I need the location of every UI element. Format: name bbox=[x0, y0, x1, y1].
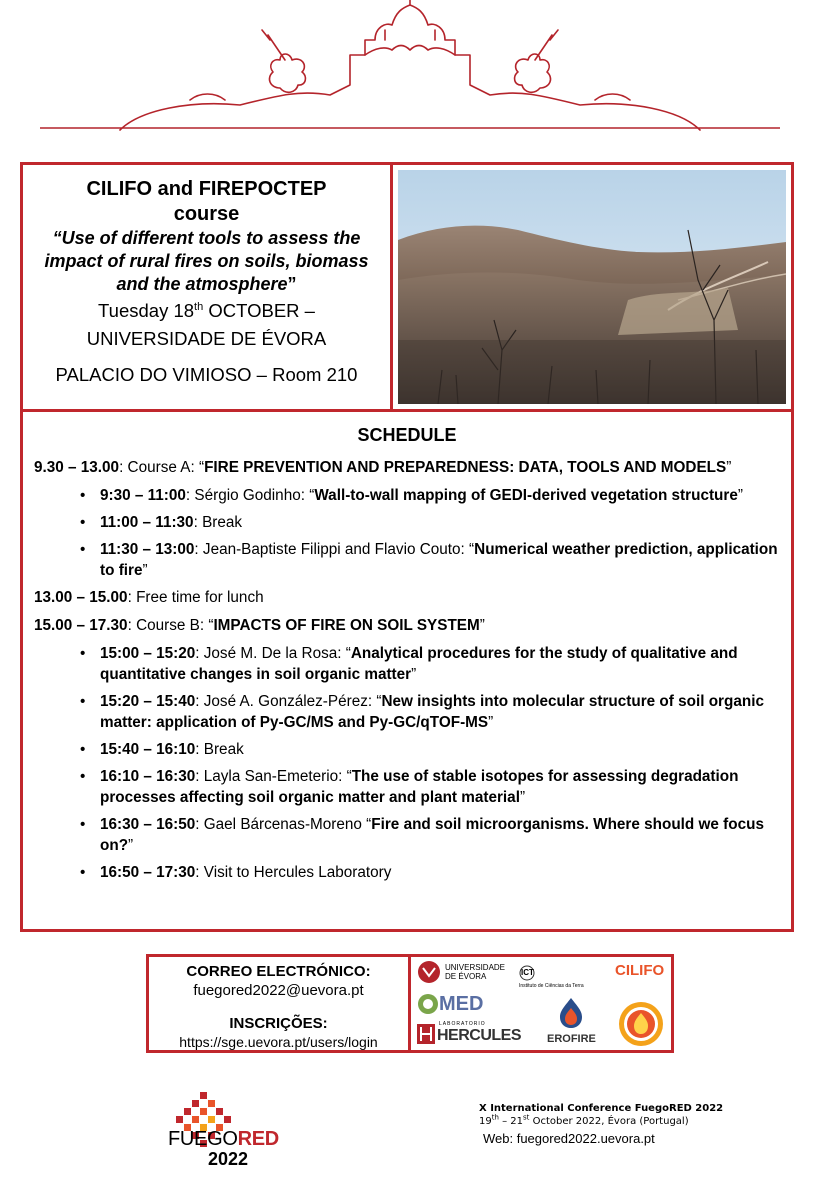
lunch-row: 13.00 – 15.00: Free time for lunch bbox=[34, 589, 264, 606]
hercules-logo-icon bbox=[416, 1023, 436, 1045]
palace-crest-logo bbox=[40, 0, 780, 135]
schedule-item: • 11:00 – 11:30: Break bbox=[100, 512, 779, 533]
course-date: Tuesday 18th OCTOBER – bbox=[98, 300, 315, 321]
course-a-header: 9.30 – 13.00: Course A: “FIRE PREVENTION AND PREPAREDNESS: DATA, TOOLS AND MODELS” bbox=[34, 459, 732, 476]
registration-label: INSCRIÇÕES: bbox=[229, 1015, 328, 1032]
conference-title: X International Conference FuegoRED 2022 bbox=[479, 1103, 724, 1114]
photo-box bbox=[390, 162, 794, 412]
course-a-list bbox=[34, 485, 779, 581]
course-label: course bbox=[173, 203, 240, 225]
course-university: UNIVERSIDADE DE ÉVORA bbox=[86, 328, 327, 349]
registration-link[interactable]: https://sge.uevora.pt/users/login bbox=[179, 1034, 378, 1050]
course-subtitle: “Use of different tools to assess the impact of rural fires on soils, biomass and the atmosphere” bbox=[44, 228, 369, 294]
cilifo-logo-text: CILIFO bbox=[615, 962, 665, 979]
schedule-item: • 11:30 – 13:00: Jean-Baptiste Filippi and Flavio Couto: “Numerical weather prediction, application to fire” bbox=[100, 539, 779, 581]
erofire-flame-icon bbox=[558, 997, 584, 1029]
uevora-logo-text-1: UNIVERSIDADE bbox=[445, 963, 506, 972]
ict-logo-subtext: Instituto de Ciências da Terra bbox=[519, 983, 584, 989]
email-label: CORREO ELECTRÓNICO: bbox=[186, 963, 371, 980]
schedule-box bbox=[20, 409, 794, 932]
schedule-item: • 16:10 – 16:30: Layla San-Emeterio: “The use of stable isotopes for assessing degradation processes affecting soil organic matter and plant material” bbox=[100, 766, 779, 808]
fuegored-year: 2022 bbox=[208, 1149, 249, 1169]
partner-logos-box bbox=[408, 954, 674, 1053]
schedule-item: • 15:00 – 15:20: José M. De la Rosa: “Analytical procedures for the study of qualitative and quantitative changes in soil organic matter” bbox=[100, 643, 779, 685]
course-room: PALACIO DO VIMIOSO – Room 210 bbox=[55, 364, 358, 385]
med-logo-text: MED bbox=[439, 993, 484, 1015]
firepoctep-badge-icon bbox=[618, 1001, 664, 1047]
erofire-logo-text: EROFIRE bbox=[547, 1033, 596, 1045]
med-logo-icon bbox=[417, 993, 439, 1015]
schedule-item: • 16:30 – 16:50: Gael Bárcenas-Moreno “Fire and soil microorganisms. Where should we focus on?” bbox=[100, 814, 779, 856]
conference-dates: 19th – 21st October 2022, Évora (Portugal) bbox=[479, 1113, 689, 1127]
contact-box bbox=[146, 954, 411, 1053]
course-b-list bbox=[34, 643, 779, 883]
ict-logo-text: ICT bbox=[521, 968, 534, 977]
hercules-logo-text: HERCULES bbox=[437, 1027, 522, 1044]
burned-landscape-photo bbox=[398, 170, 786, 404]
schedule-item: • 15:40 – 16:10: Break bbox=[100, 739, 779, 760]
schedule-heading: SCHEDULE bbox=[357, 425, 457, 445]
email-link[interactable]: fuegored2022@uevora.pt bbox=[193, 982, 364, 999]
hercules-lab-text: LABORATORIO bbox=[439, 1021, 486, 1027]
fuegored-name: FUEGORED bbox=[168, 1128, 279, 1150]
schedule-item: • 16:50 – 17:30: Visit to Hercules Laboratory bbox=[100, 862, 779, 883]
course-title: CILIFO and FIREPOCTEP bbox=[86, 178, 327, 200]
uevora-logo-text-2: DE ÉVORA bbox=[445, 972, 487, 981]
conference-website[interactable]: Web: fuegored2022.uevora.pt bbox=[483, 1131, 655, 1146]
schedule-item: • 9:30 – 11:00: Sérgio Godinho: “Wall-to-wall mapping of GEDI-derived vegetation structure” bbox=[100, 485, 779, 506]
schedule-item: • 15:20 – 15:40: José A. González-Pérez: “New insights into molecular structure of soil organic matter: application of Py-GC/MS and Py-GC/qTOF-MS” bbox=[100, 691, 779, 733]
conference-footer bbox=[479, 1103, 723, 1146]
uevora-logo-icon bbox=[417, 960, 441, 984]
course-b-header: 15.00 – 17.30: Course B: “IMPACTS OF FIRE ON SOIL SYSTEM” bbox=[34, 617, 485, 634]
course-title-box bbox=[20, 162, 393, 412]
